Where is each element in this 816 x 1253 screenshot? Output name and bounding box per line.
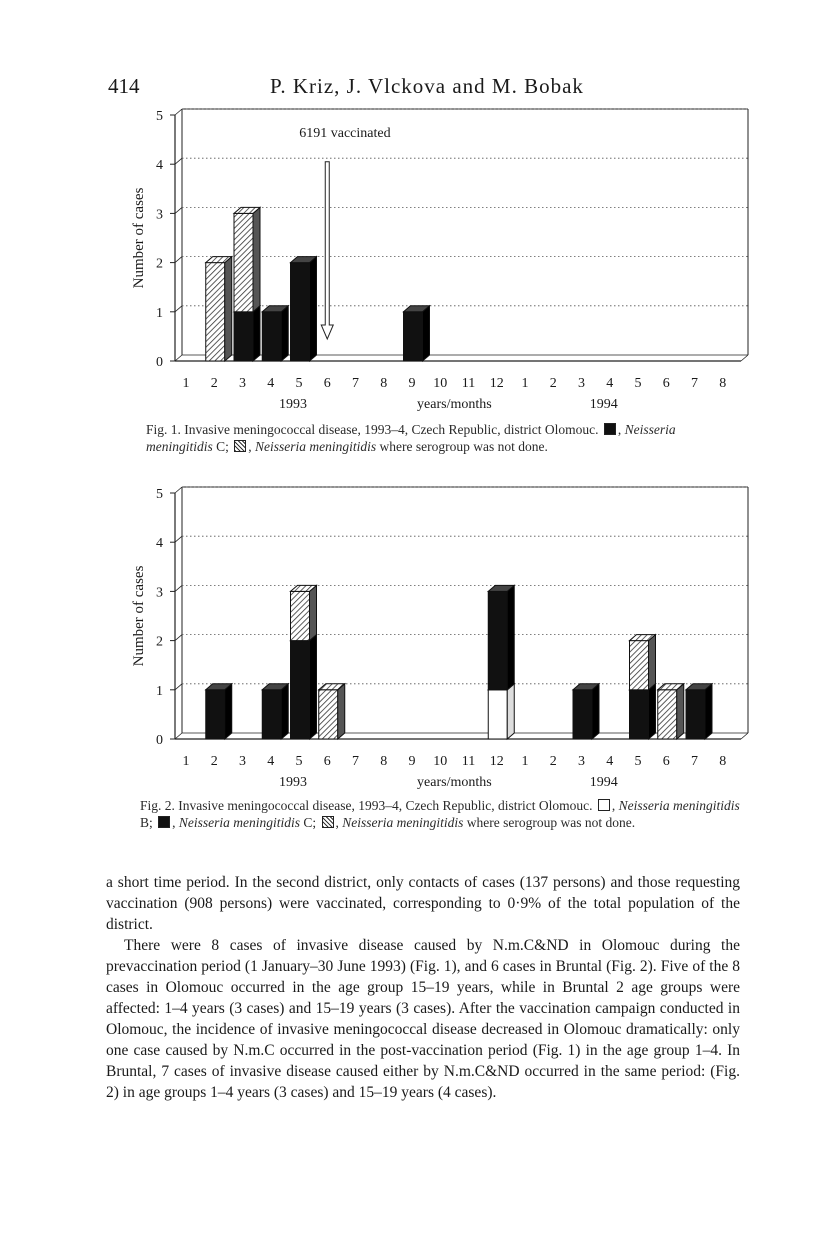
x-tick-label: 2	[549, 754, 557, 769]
y-tick-label: 1	[156, 305, 163, 321]
x-tick-label: 7	[691, 754, 698, 769]
caption-c: C;	[216, 439, 229, 454]
bar-segment	[206, 684, 232, 739]
y-tick-depth	[175, 684, 182, 690]
x-tick-label: 8	[719, 754, 727, 769]
bar-front	[291, 263, 310, 361]
bar-segment	[291, 585, 317, 640]
bar-side	[507, 684, 514, 739]
y-tick-depth	[175, 635, 182, 641]
bar-front	[206, 690, 225, 739]
bar-segment	[291, 635, 317, 739]
bar-side	[225, 257, 232, 361]
bar-segment	[573, 684, 599, 739]
y-tick-label: 3	[156, 207, 163, 223]
x-axis-corner	[741, 355, 748, 361]
x-tick-label: 3	[578, 376, 585, 391]
x-axis-corner	[741, 733, 748, 739]
y-tick-label: 0	[156, 733, 163, 748]
caption-species: Neisseria meningitidis	[146, 422, 676, 454]
y-tick-label: 5	[156, 487, 163, 502]
x-tick-label: 2	[210, 376, 218, 391]
bar-side	[423, 306, 430, 361]
caption-species: Neisseria meningitidis	[178, 815, 301, 830]
y-tick-depth	[175, 109, 182, 115]
y-tick-depth	[175, 257, 182, 263]
legend-swatch-c	[158, 816, 170, 828]
bar-side	[649, 684, 656, 739]
bar-segment	[630, 684, 656, 739]
bar-front	[488, 591, 507, 689]
bar-segment	[488, 585, 514, 689]
x-tick-label: 7	[352, 376, 359, 391]
bar-front	[291, 591, 310, 640]
bar-side	[677, 684, 684, 739]
bar-side	[310, 257, 317, 361]
bar-side	[310, 635, 317, 739]
y-tick-label: 4	[156, 536, 163, 552]
y-tick-depth	[175, 536, 182, 542]
bar-segment	[686, 684, 712, 739]
y-tick-label: 5	[156, 109, 163, 124]
bar-front	[404, 312, 423, 361]
bar-side	[338, 684, 345, 739]
legend-swatch-c	[604, 423, 616, 435]
x-tick-label: 11	[461, 376, 476, 391]
caption-lead: Fig. 1. Invasive meningococcal disease, 1993–4, Czech Republic, district Olomouc.	[146, 422, 599, 437]
body-text	[106, 872, 740, 1103]
y-tick-label: 0	[156, 355, 163, 370]
x-tick-label: 9	[408, 376, 416, 391]
x-tick-label: 6	[323, 754, 331, 769]
y-tick-label: 2	[156, 634, 163, 650]
bar-front	[488, 690, 507, 739]
caption-species: Neisseria meningitidis	[342, 815, 464, 830]
caption-species: Neisseria meningitidis	[255, 439, 377, 454]
x-tick-label: 4	[267, 754, 275, 769]
bar-side	[705, 684, 712, 739]
y-tick-depth	[175, 158, 182, 164]
bar-segment	[319, 684, 345, 739]
y-tick-depth	[175, 355, 182, 361]
x-tick-label: 2	[210, 754, 218, 769]
bar-front	[206, 263, 225, 361]
bar-front	[234, 312, 253, 361]
x-tick-label: 8	[380, 754, 388, 769]
x-tick-label: 1	[521, 754, 529, 769]
y-tick-label: 2	[156, 256, 163, 272]
x-tick-label: 6	[662, 376, 670, 391]
bar-front	[658, 690, 677, 739]
x-tick-label: 9	[408, 754, 416, 769]
caption-c: C;	[303, 815, 317, 830]
x-tick-label: 11	[461, 754, 476, 769]
x-tick-label: 6	[323, 376, 331, 391]
bar-segment	[262, 684, 288, 739]
x-tick-label: 8	[380, 376, 388, 391]
y-axis-label: Number of cases	[131, 187, 147, 289]
bar-side	[281, 684, 288, 739]
bar-front	[319, 690, 338, 739]
x-axis-label: years/months	[417, 397, 492, 412]
bar-side	[225, 684, 232, 739]
caption-not-done: where serogroup was not done.	[379, 439, 548, 454]
page-number: 414	[108, 74, 140, 98]
bar-segment	[234, 306, 260, 361]
bar-side	[281, 306, 288, 361]
legend-swatch-not-done	[322, 816, 334, 828]
x-tick-label: 10	[433, 376, 448, 391]
bar-segment	[404, 306, 430, 361]
x-tick-label: 8	[719, 376, 727, 391]
caption-species: Neisseria meningitidis	[618, 798, 740, 813]
bar-segment	[206, 257, 232, 361]
x-tick-label: 5	[295, 754, 303, 769]
x-axis-label: years/months	[417, 775, 492, 790]
x-tick-label: 5	[634, 754, 642, 769]
bar-side	[507, 585, 514, 689]
y-tick-depth	[175, 585, 182, 591]
y-tick-depth	[175, 733, 182, 739]
bar-side	[253, 306, 260, 361]
x-tick-label: 4	[606, 376, 614, 391]
bar-side	[649, 635, 656, 690]
x-tick-label: 7	[691, 376, 698, 391]
y-tick-depth	[175, 487, 182, 493]
x-tick-label: 5	[295, 376, 303, 391]
x-tick-label: 5	[634, 376, 642, 391]
x-tick-label: 12	[489, 754, 504, 769]
x-tick-label: 4	[606, 754, 614, 769]
x-tick-label: 10	[433, 754, 448, 769]
x-tick-label: 12	[489, 376, 504, 391]
y-tick-label: 4	[156, 158, 163, 174]
y-tick-label: 1	[156, 683, 163, 699]
bar-front	[262, 690, 281, 739]
caption-lead: Fig. 2. Invasive meningococcal disease, 1993–4, Czech Republic, district Olomouc.	[140, 798, 593, 813]
bar-segment	[262, 306, 288, 361]
bar-front	[262, 312, 281, 361]
year-label: 1993	[279, 397, 307, 412]
bar-segment	[658, 684, 684, 739]
x-tick-label: 7	[352, 754, 359, 769]
caption-not-done: where serogroup was not done.	[466, 815, 636, 830]
body-paragraph-1: a short time period. In the second district, only contacts of cases (137 persons) and those requesting vaccination (908 persons) were vaccinated, corresponding to 0·9% of the total population of the district.	[106, 874, 740, 933]
bar-front	[630, 690, 649, 739]
bar-side	[310, 585, 317, 640]
x-tick-label: 6	[662, 754, 670, 769]
x-tick-label: 1	[182, 754, 190, 769]
running-head: P. Kriz, J. Vlckova and M. Bobak	[270, 74, 584, 98]
x-tick-label: 3	[239, 376, 246, 391]
y-axis-label: Number of cases	[131, 565, 147, 667]
bar-segment	[291, 257, 317, 361]
bar-side	[592, 684, 599, 739]
bar-segment	[630, 635, 656, 690]
year-label: 1994	[589, 397, 618, 412]
year-label: 1994	[589, 775, 618, 790]
vaccination-arrow	[321, 162, 333, 339]
bar-segment	[234, 207, 260, 311]
bar-front	[686, 690, 705, 739]
figure-2-chart	[0, 478, 816, 793]
year-label: 1993	[279, 775, 307, 790]
caption-b: B;	[140, 815, 153, 830]
figure-2-caption: Fig. 2. Invasive meningococcal disease, 1993–4, Czech Republic, district Olomouc. , Neisseria meningitidis B; , Neisseria meningitidis C; , Neisseria meningitidis where serogroup was not done.	[140, 798, 740, 830]
bar-front	[573, 690, 592, 739]
figure-1-chart	[0, 100, 816, 418]
y-tick-depth	[175, 207, 182, 213]
bar-side	[253, 207, 260, 311]
bar-segment	[488, 684, 514, 739]
x-tick-label: 3	[239, 754, 246, 769]
body-paragraph-2: There were 8 cases of invasive disease caused by N.m.C&ND in Olomouc during the prevaccination period (1 January–30 June 1993) (Fig. 1), and 6 cases in Bruntal (Fig. 2). Five of the 8 cases in Olomouc occurred in the age group 15–19 years, while in Bruntal 2 age groups were affected: 1–4 years (3 cases) and 15–19 years (3 cases). After the vaccination campaign conducted in Olomouc, the incidence of invasive meningococcal disease decreased in Olomouc dramatically: only one case caused by N.m.C occurred in the post-vaccination period (Fig. 1) in the age group 1–4. In Bruntal, 7 cases of invasive disease caused either by N.m.C&ND occurred in the same period: (Fig. 2) in age groups 1–4 years (3 cases) and 15–19 years (4 cases).	[106, 937, 740, 1101]
x-tick-label: 3	[578, 754, 585, 769]
y-tick-depth	[175, 306, 182, 312]
x-tick-label: 1	[182, 376, 190, 391]
bar-front	[630, 641, 649, 690]
bar-front	[291, 641, 310, 739]
legend-swatch-not-done	[234, 440, 246, 452]
x-tick-label: 4	[267, 376, 275, 391]
bar-front	[234, 213, 253, 311]
figure-1-caption: Fig. 1. Invasive meningococcal disease, 1993–4, Czech Republic, district Olomouc. , Neisseria meningitidis C; , Neisseria meningitidis where serogroup was not done.	[146, 422, 676, 454]
legend-swatch-b	[598, 799, 610, 811]
y-tick-label: 3	[156, 585, 163, 601]
x-tick-label: 2	[549, 376, 557, 391]
annotation-text: 6191 vaccinated	[299, 126, 391, 142]
x-tick-label: 1	[521, 376, 529, 391]
